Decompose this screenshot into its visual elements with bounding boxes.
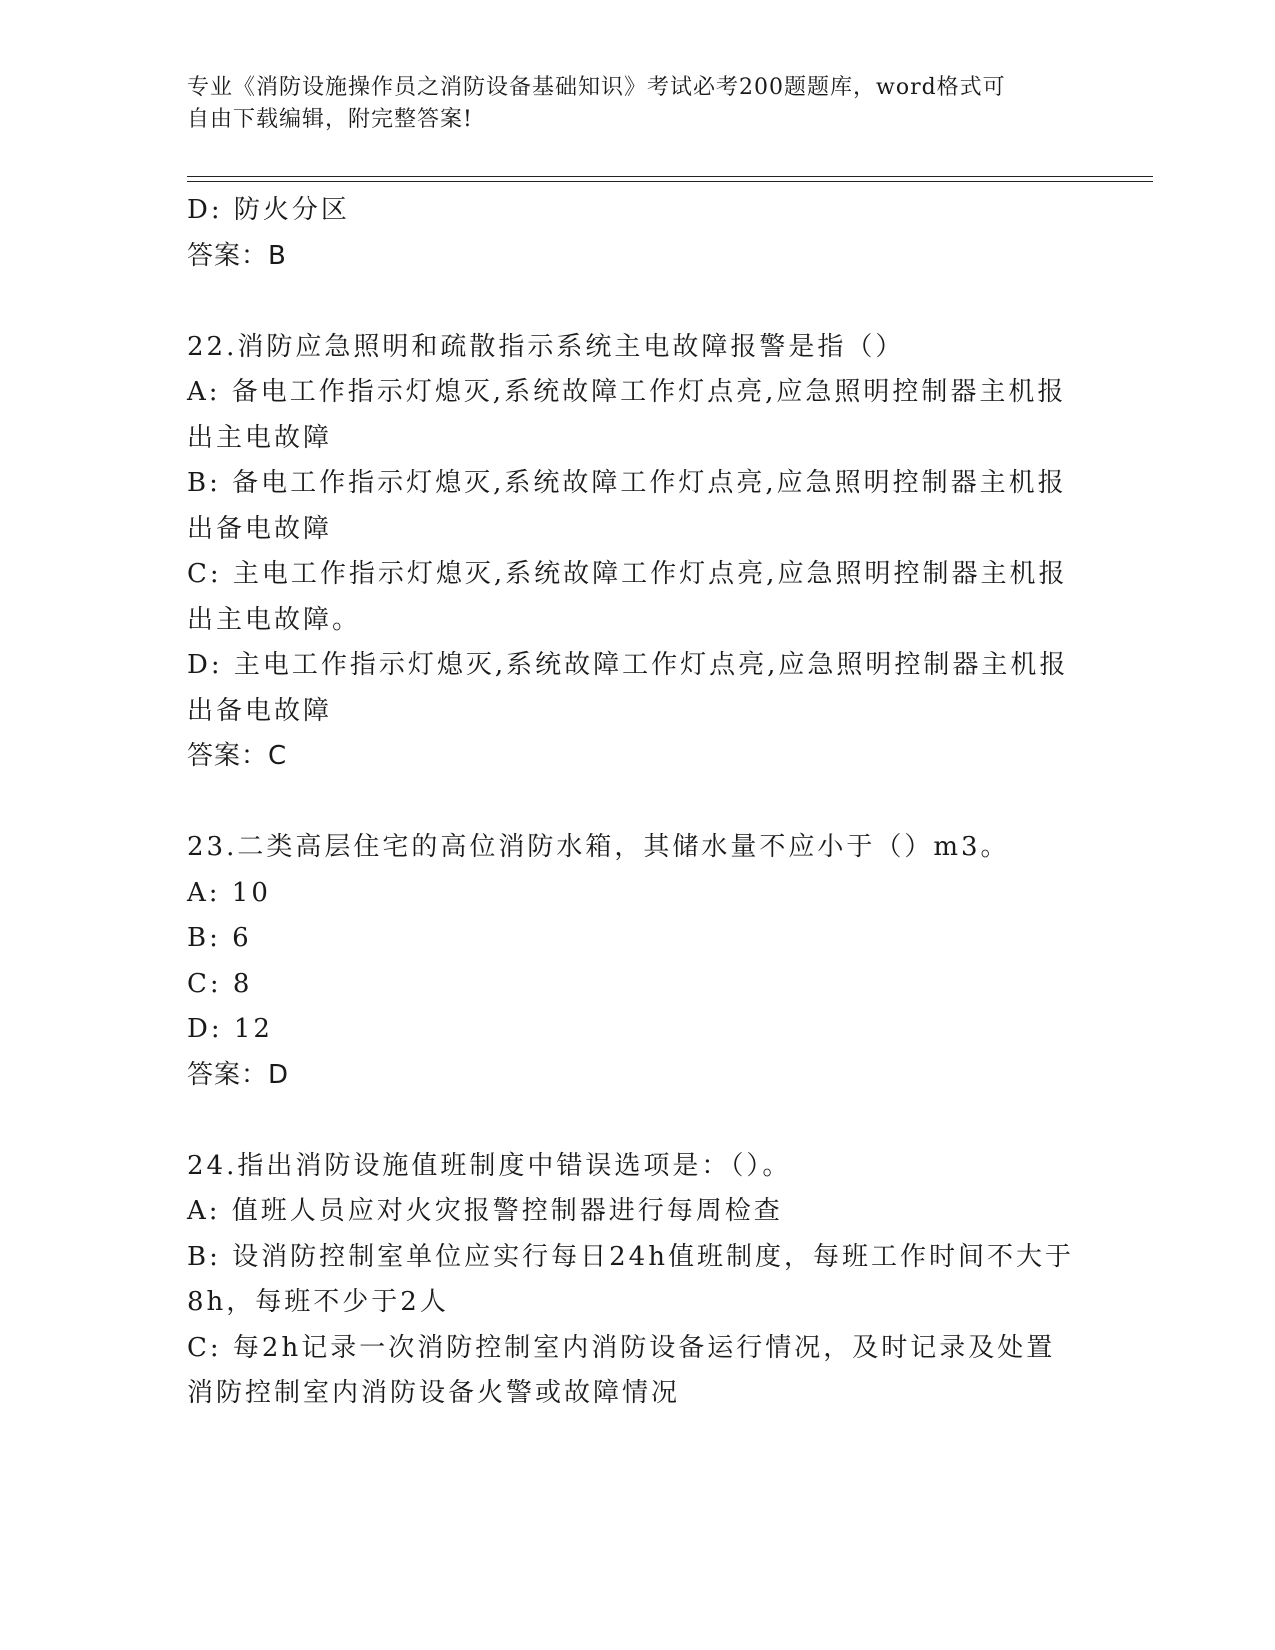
option-b-continued: 8h，每班不少于2人 [187,1287,449,1317]
option-d: D: 主电工作指示灯熄灭,系统故障工作灯点亮,应急照明控制器主机报 [187,650,1069,680]
answer-line: 答案：B [187,240,287,271]
header-rule-top [187,176,1153,177]
question-21-tail [187,188,1087,279]
question-stem: 23.二类高层住宅的高位消防水箱，其储水量不应小于（）m3。 [187,832,1010,862]
question-22 [187,325,1087,780]
answer-line: 答案：D [187,1059,290,1090]
option-a-continued: 出主电故障 [187,422,333,453]
option-b: B: 设消防控制室单位应实行每日24h值班制度，每班工作时间不大于 [187,1241,1074,1272]
option-b: B: 备电工作指示灯熄灭,系统故障工作灯点亮,应急照明控制器主机报 [187,468,1067,498]
spacer [187,279,1087,325]
option-c-continued: 消防控制室内消防设备火警或故障情况 [187,1378,681,1408]
option-c: C: 8 [187,968,253,999]
option-c-continued: 出主电故障。 [187,604,362,635]
option-b-continued: 出备电故障 [187,513,333,544]
answer-line: 答案：C [187,741,288,771]
header-title-line-1: 专业《消防设施操作员之消防设备基础知识》考试必考200题题库，word格式可 [187,75,1006,100]
option-a: A: 值班人员应对火灾报警控制器进行每周检查 [187,1196,783,1226]
option-a: A: 备电工作指示灯熄灭,系统故障工作灯点亮,应急照明控制器主机报 [187,377,1067,407]
page-header [187,72,1067,136]
question-23 [187,825,1087,1098]
spacer [187,780,1087,826]
question-24 [187,1144,1087,1417]
option-c: C: 每2h记录一次消防控制室内消防设备运行情况，及时记录及处置 [187,1332,1056,1363]
header-title-line-2: 自由下载编辑，附完整答案! [187,107,473,132]
spacer [187,1098,1087,1144]
question-stem: 24.指出消防设施值班制度中错误选项是：（）。 [187,1150,792,1181]
question-list [187,188,1087,1417]
option-d: D: 12 [187,1014,273,1044]
option-c: C: 主电工作指示灯熄灭,系统故障工作灯点亮,应急照明控制器主机报 [187,559,1068,589]
option-d: D: 防火分区 [187,195,350,225]
header-rule-bottom [187,181,1153,182]
option-d-continued: 出备电故障 [187,695,333,726]
option-a: A: 10 [187,877,271,908]
option-b: B: 6 [187,923,252,953]
question-stem: 22.消防应急照明和疏散指示系统主电故障报警是指（） [187,331,905,362]
